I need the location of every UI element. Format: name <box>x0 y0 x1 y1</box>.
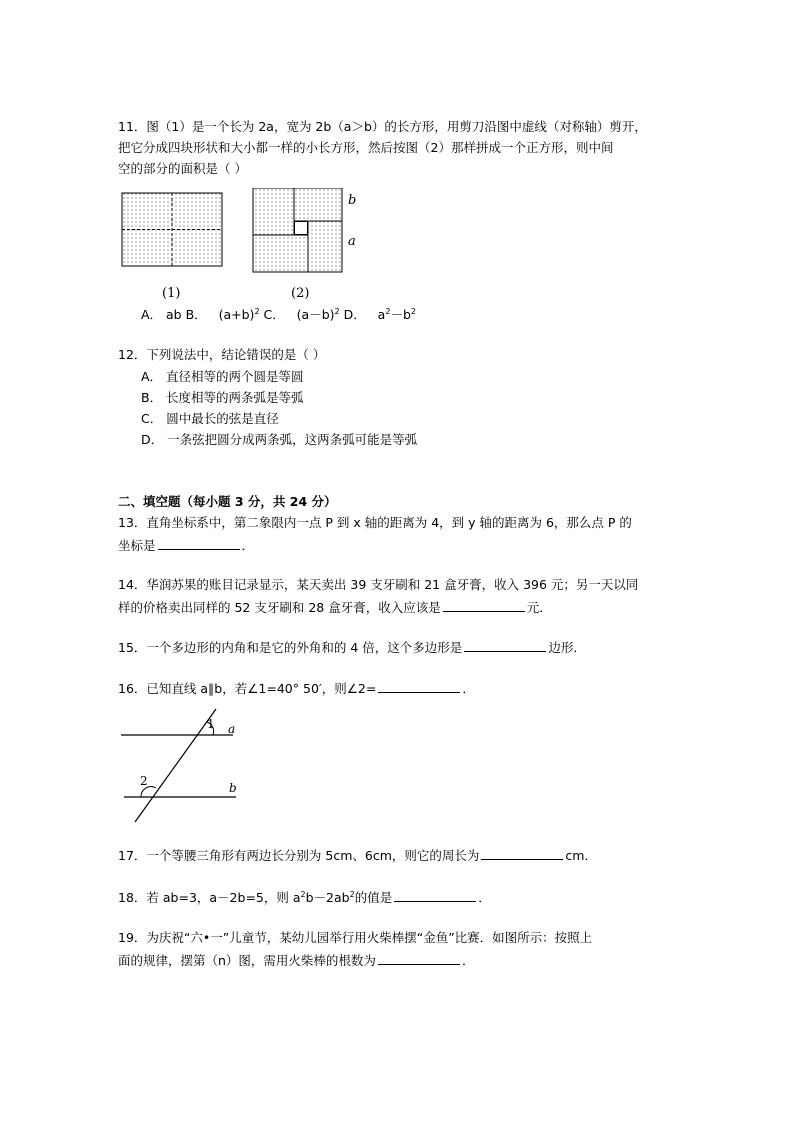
q13-suffix: ． <box>241 538 255 553</box>
q14-suffix: 元． <box>526 600 552 615</box>
q17-prefix: 17．一个等腰三角形有两边长分别为 5cm、6cm，则它的周长为 <box>118 848 480 863</box>
q11-option-c-exp: 2 <box>334 307 340 316</box>
q11-option-d-a: a <box>377 307 386 322</box>
q17-line <box>118 847 597 864</box>
q13-line1: 13．直角坐标系中，第二象限内一点 P 到 x 轴的距离为 4，到 y 轴的距离为 6，那么点 P 的 <box>118 515 632 530</box>
q19-suffix: ． <box>461 953 475 968</box>
q11-option-d-a-exp: 2 <box>385 307 391 316</box>
line-b-label: b <box>229 781 237 795</box>
q18-exp1: 2 <box>300 890 306 899</box>
q18-exp2: 2 <box>349 890 355 899</box>
q12-option-c: C． 圆中最长的弦是直径 <box>141 411 279 426</box>
figure-2-caption: (2) <box>291 286 310 301</box>
q12-option-d: D． 一条弦把圆分成两条弧，这两条弧可能是等弧 <box>141 432 418 447</box>
q12-option-b: B． 长度相等的两条弧是等弧 <box>141 390 304 405</box>
q17-answer-blank[interactable] <box>481 847 563 860</box>
q11-figures <box>118 188 358 276</box>
q13-line2 <box>118 537 254 554</box>
q19-answer-blank[interactable] <box>378 952 460 965</box>
q11-option-a: A． ab <box>141 307 182 322</box>
label-a: a <box>348 234 356 249</box>
q11-line2: 把它分成四块形状和大小都一样的小长方形，然后按图（2）那样拼成一个正方形，则中间 <box>118 140 614 155</box>
q11-option-b-label: B． <box>185 307 207 322</box>
q16-suffix: ． <box>462 681 475 696</box>
q11-option-d-label: D． <box>343 307 366 322</box>
q14-prefix: 样的价格卖出同样的 52 支牙刷和 28 盒牙膏，收入应该是 <box>118 600 441 615</box>
transversal <box>135 709 216 822</box>
q11-option-d-b-exp: 2 <box>410 307 416 316</box>
q18-line <box>118 889 491 906</box>
figure-1-caption: (1) <box>162 286 181 301</box>
figure-1-rectangle <box>122 193 222 266</box>
q17-suffix: cm． <box>565 848 597 863</box>
q11-option-c-expr: (a－b) <box>296 307 335 322</box>
q11-line1: 11．图（1）是一个长为 2a，宽为 2b（a＞b）的长方形，用剪刀沿图中虚线（对称轴）剪开， <box>118 119 647 134</box>
label-b: b <box>348 193 357 208</box>
q11-option-d-mid: －b <box>390 307 411 322</box>
q11-option-b-exp: 2 <box>254 307 260 316</box>
figure-2-square <box>253 188 342 272</box>
q19-prefix: 面的规律，摆第（n）图，需用火柴棒的根数为 <box>118 953 376 968</box>
q15-line <box>118 639 586 656</box>
q14-answer-blank[interactable] <box>443 599 525 612</box>
q18-part1: 18．若 ab=3，a－2b=5，则 a <box>118 890 301 905</box>
q11-option-c-label: C． <box>263 307 285 322</box>
q13-prefix: 坐标是 <box>118 538 156 553</box>
q19-line1: 19．为庆祝“六•一”儿童节，某幼儿园举行用火柴棒摆“金鱼”比赛．如图所示：按照上 <box>118 930 593 945</box>
q16-answer-blank[interactable] <box>378 680 460 693</box>
angle-2-label: 2 <box>140 774 148 788</box>
q18-part2: b－2ab <box>305 890 350 905</box>
q11-line3: 空的部分的面积是（ ） <box>118 161 247 176</box>
q15-answer-blank[interactable] <box>464 639 546 652</box>
q14-line2 <box>118 599 552 616</box>
q12-option-a: A． 直径相等的两个圆是等圆 <box>141 369 304 384</box>
q11-options <box>141 307 416 323</box>
q19-line2 <box>118 952 474 969</box>
section-heading: 二、填空题（每小题 3 分，共 24 分） <box>118 494 337 509</box>
q18-answer-blank[interactable] <box>394 889 476 902</box>
q16-line <box>118 680 475 697</box>
line-a-label: a <box>228 722 236 736</box>
q15-suffix: 边形． <box>548 640 586 655</box>
q11-option-b-expr: (a+b) <box>218 307 255 322</box>
q15-prefix: 15．一个多边形的内角和是它的外角和的 4 倍，这个多边形是 <box>118 640 463 655</box>
q12-stem: 12．下列说法中，结论错误的是（ ） <box>118 347 326 362</box>
q18-part3: 的值是 <box>354 890 393 905</box>
q18-suffix: ． <box>478 890 491 905</box>
q16-prefix: 16．已知直线 a∥b，若∠1=40° 50′，则∠2= <box>118 681 377 696</box>
q13-answer-blank[interactable] <box>158 537 240 550</box>
q14-line1: 14．华润苏果的账目记录显示，某天卖出 39 支牙刷和 21 盒牙膏，收入 396 元；另一天以同 <box>118 577 639 592</box>
angle-1-label: 1 <box>207 717 215 731</box>
